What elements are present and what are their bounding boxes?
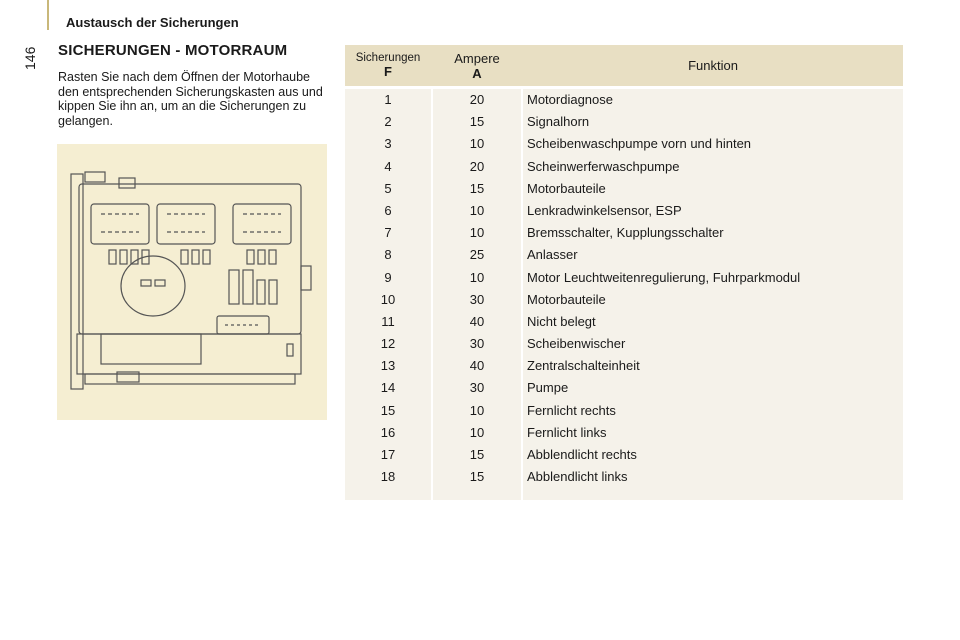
cell-function: Fernlicht rechts bbox=[527, 402, 616, 418]
header-fuse bbox=[345, 45, 431, 86]
header-ampere-label: Ampere bbox=[454, 50, 500, 66]
cell-function: Motor Leuchtweitenregulierung, Fuhrparkmodul bbox=[527, 269, 801, 285]
table-row bbox=[345, 466, 903, 488]
cell-ampere: 25 bbox=[469, 247, 485, 263]
cell-function: Scheibenwischer bbox=[527, 336, 626, 352]
cell-function: Scheibenwaschpumpe vorn und hinten bbox=[527, 136, 752, 152]
table-row bbox=[345, 422, 903, 444]
table-row bbox=[345, 289, 903, 311]
cell-ampere: 40 bbox=[469, 313, 485, 329]
cell-ampere: 10 bbox=[469, 202, 485, 218]
table-row bbox=[345, 222, 903, 244]
cell-function: Fernlicht links bbox=[527, 424, 607, 440]
cell-ampere: 20 bbox=[469, 158, 485, 174]
cell-ampere: 30 bbox=[469, 291, 485, 307]
table-row bbox=[345, 200, 903, 222]
cell-function: Pumpe bbox=[527, 380, 569, 396]
cell-ampere: 10 bbox=[469, 424, 485, 440]
cell-fuse: 17 bbox=[380, 447, 396, 462]
cell-fuse: 7 bbox=[384, 225, 392, 241]
table-row bbox=[345, 400, 903, 422]
table-row bbox=[345, 444, 903, 466]
table-row bbox=[345, 244, 903, 266]
cell-fuse: 18 bbox=[380, 469, 396, 485]
cell-ampere: 15 bbox=[469, 447, 485, 462]
table-row bbox=[345, 267, 903, 289]
intro-text: Rasten Sie nach dem Öffnen der Motorhaube den entsprechenden Sicherungskasten aus und kippen Sie ihn an, um an die Sicherungen zu gelangen. bbox=[58, 70, 323, 128]
cell-fuse: 1 bbox=[384, 92, 392, 107]
cell-ampere: 20 bbox=[469, 92, 485, 107]
cell-fuse: 15 bbox=[380, 402, 396, 418]
cell-ampere: 40 bbox=[469, 358, 485, 374]
header-ampere bbox=[433, 45, 521, 86]
table-row bbox=[345, 377, 903, 399]
cell-ampere: 30 bbox=[469, 380, 485, 396]
section-title: Austausch der Sicherungen bbox=[66, 15, 239, 30]
fuse-box-diagram-icon bbox=[57, 144, 327, 420]
table-row bbox=[345, 178, 903, 200]
header-function-label: Funktion bbox=[688, 58, 738, 73]
cell-fuse: 16 bbox=[380, 424, 396, 440]
cell-function: Motorbauteile bbox=[527, 291, 606, 307]
page-heading: SICHERUNGEN - MOTORRAUM bbox=[58, 42, 288, 59]
cell-function: Bremsschalter, Kupplungsschalter bbox=[527, 225, 724, 241]
cell-ampere: 10 bbox=[469, 402, 485, 418]
cell-ampere: 10 bbox=[469, 225, 485, 241]
cell-fuse: 8 bbox=[384, 247, 392, 263]
cell-function: Motorbauteile bbox=[527, 180, 606, 196]
header-fuse-sub: F bbox=[384, 64, 392, 79]
table-row bbox=[345, 156, 903, 178]
cell-fuse: 11 bbox=[381, 313, 395, 329]
cell-function: Zentralschalteinheit bbox=[527, 358, 640, 374]
table-body bbox=[345, 89, 903, 488]
cell-function: Abblendlicht rechts bbox=[527, 447, 637, 462]
table-row bbox=[345, 333, 903, 355]
table-row bbox=[345, 89, 903, 111]
cell-fuse: 4 bbox=[384, 158, 392, 174]
table-row bbox=[345, 111, 903, 133]
cell-fuse: 13 bbox=[380, 358, 396, 374]
cell-ampere: 10 bbox=[469, 136, 485, 152]
cell-fuse: 3 bbox=[384, 136, 392, 152]
cell-fuse: 5 bbox=[384, 180, 392, 196]
table-row bbox=[345, 311, 903, 333]
table-row bbox=[345, 133, 903, 155]
header-ampere-sub: A bbox=[472, 65, 482, 81]
cell-function: Abblendlicht links bbox=[527, 469, 628, 485]
cell-ampere: 15 bbox=[469, 114, 485, 130]
cell-function: Scheinwerferwaschpumpe bbox=[527, 158, 680, 174]
cell-ampere: 30 bbox=[469, 336, 485, 352]
header-fuse-label: Sicherungen bbox=[355, 52, 421, 64]
page-number: 146 bbox=[22, 46, 38, 70]
cell-function: Nicht belegt bbox=[527, 313, 596, 329]
cell-fuse: 14 bbox=[380, 380, 396, 396]
table-header bbox=[345, 45, 903, 86]
cell-function: Motordiagnose bbox=[527, 92, 613, 107]
cell-fuse: 10 bbox=[380, 291, 396, 307]
cell-ampere: 10 bbox=[469, 269, 485, 285]
header-function bbox=[523, 45, 903, 86]
cell-function: Anlasser bbox=[527, 247, 578, 263]
fuse-table bbox=[345, 45, 903, 500]
cell-ampere: 15 bbox=[469, 469, 485, 485]
cell-fuse: 9 bbox=[384, 269, 392, 285]
margin-rule bbox=[47, 0, 49, 30]
cell-ampere: 15 bbox=[469, 180, 485, 196]
table-row bbox=[345, 355, 903, 377]
cell-fuse: 2 bbox=[384, 114, 392, 130]
cell-function: Signalhorn bbox=[527, 114, 590, 130]
cell-fuse: 6 bbox=[384, 202, 392, 218]
cell-function: Lenkradwinkelsensor, ESP bbox=[527, 202, 682, 218]
fuse-box-figure bbox=[57, 144, 327, 420]
cell-fuse: 12 bbox=[380, 336, 396, 352]
